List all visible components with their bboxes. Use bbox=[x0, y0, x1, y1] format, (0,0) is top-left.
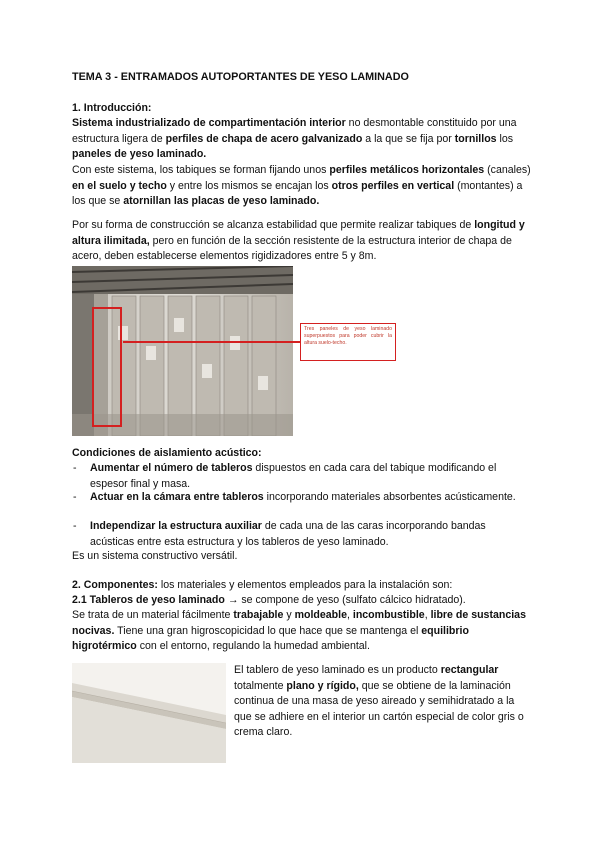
text: se compone de yeso (sulfato cálcico hidratado). bbox=[241, 594, 466, 606]
intro-heading: 1. Introducción: bbox=[72, 102, 152, 114]
text: El tablero de yeso laminado es un producto bbox=[234, 664, 441, 676]
text: Por su forma de construcción se alcanza estabilidad que permite realizar tabiques de bbox=[72, 219, 475, 231]
intro-paragraph-1 bbox=[72, 116, 532, 163]
bullet-dash: - bbox=[73, 462, 77, 474]
text: con el entorno, regulando la humedad ambiental. bbox=[136, 640, 370, 653]
acoustic-bullet-3 bbox=[73, 519, 530, 550]
text: pero en función de la sección resistente de la estructura interior de chapa de acero, deben establecerse elementos rigidizadores entre 5 y 8m. bbox=[72, 234, 512, 263]
text: Tiene una gran higroscopicidad lo que hace que se mantenga el bbox=[114, 624, 422, 637]
bold-text: en el suelo y techo bbox=[72, 179, 167, 192]
text: los bbox=[496, 132, 514, 145]
bold-text: Actuar en la cámara entre tableros bbox=[90, 491, 264, 503]
text: de cada una de las caras incorporando bandas acústicas entre esta estructura y los tableros de yeso laminado. bbox=[90, 520, 486, 548]
bold-text: otros perfiles en vertical bbox=[331, 179, 455, 192]
bold-text: incombustible bbox=[352, 609, 425, 621]
bold-text: tornillos bbox=[454, 132, 497, 145]
gypsum-board-photo bbox=[72, 663, 226, 763]
text: , bbox=[424, 609, 431, 621]
text: (montantes) a los que se bbox=[72, 179, 523, 208]
bold-text: Independizar la estructura auxiliar bbox=[90, 520, 262, 532]
text: no desmontable constituido por una estructura ligera de bbox=[72, 117, 517, 145]
arrow-icon: → bbox=[224, 594, 242, 606]
intro-paragraph-2 bbox=[72, 163, 532, 210]
components-heading: 2. Componentes: bbox=[72, 579, 158, 591]
components-subheading: 2.1 Tableros de yeso laminado bbox=[72, 594, 225, 606]
bold-text: rectangular bbox=[440, 664, 499, 676]
bullet-dash: - bbox=[73, 520, 77, 532]
components-paragraph-2 bbox=[234, 663, 534, 741]
bold-text: libre de sustancias nocivas. bbox=[72, 609, 526, 637]
bold-text: plano y rígido, bbox=[286, 679, 359, 692]
text: los materiales y elementos empleados para la instalación son: bbox=[157, 579, 453, 591]
components-paragraph-1 bbox=[72, 608, 532, 655]
acoustic-closing: Es un sistema constructivo versátil. bbox=[72, 550, 238, 562]
text: Se trata de un material fácilmente bbox=[72, 609, 234, 621]
acoustic-bullet-2 bbox=[73, 490, 530, 506]
bold-text: Sistema industrializado de compartimentación interior bbox=[72, 117, 346, 129]
bold-text: moldeable bbox=[294, 609, 347, 621]
bold-text: perfiles metálicos horizontales bbox=[329, 164, 485, 176]
intro-paragraph-3 bbox=[72, 218, 532, 265]
components-subheading-line bbox=[72, 593, 532, 609]
bold-text: trabajable bbox=[233, 609, 284, 621]
bold-text: perfiles de chapa de acero galvanizado bbox=[165, 132, 363, 145]
acoustic-bullet-1 bbox=[73, 461, 530, 492]
bold-text: longitud y altura ilimitada, bbox=[72, 219, 525, 247]
bold-text: atornillan las placas de yeso laminado. bbox=[123, 195, 320, 208]
bold-text: Aumentar el número de tableros bbox=[90, 462, 253, 474]
text: y entre los mismos se encajan los bbox=[166, 179, 332, 192]
text: Con este sistema, los tabiques se forman fijando unos bbox=[72, 164, 330, 176]
text: que se obtiene de la laminación continua de una masa de yeso aireado y semihidratado a la que se adhiere en el interior un cartón especial de color gris o crema claro. bbox=[234, 679, 524, 739]
gypsum-board-illustration bbox=[72, 663, 226, 763]
components-heading-line bbox=[72, 578, 532, 594]
text: dispuestos en cada cara del tabique modificando el espesor final y masa. bbox=[90, 462, 497, 490]
text: a la que se fija por bbox=[362, 132, 455, 145]
text: , bbox=[346, 609, 353, 621]
text: y bbox=[283, 609, 295, 621]
callout-line bbox=[123, 341, 301, 343]
text: incorporando materiales absorbentes acústicamente. bbox=[263, 491, 516, 503]
text: (canales) bbox=[484, 164, 531, 176]
bold-text: paneles de yeso laminado. bbox=[72, 148, 207, 161]
text: totalmente bbox=[234, 679, 287, 692]
highlight-box bbox=[92, 307, 122, 427]
bullet-dash: - bbox=[73, 491, 77, 503]
document-title: TEMA 3 - ENTRAMADOS AUTOPORTANTES DE YESO LAMINADO bbox=[72, 71, 409, 83]
bold-text: equilibrio higrotérmico bbox=[72, 624, 469, 653]
acoustic-heading: Condiciones de aislamiento acústico: bbox=[72, 447, 262, 459]
callout-note: Tres paneles de yeso laminado superpuestos para poder cubrir la altura suelo-techo. bbox=[300, 323, 396, 361]
